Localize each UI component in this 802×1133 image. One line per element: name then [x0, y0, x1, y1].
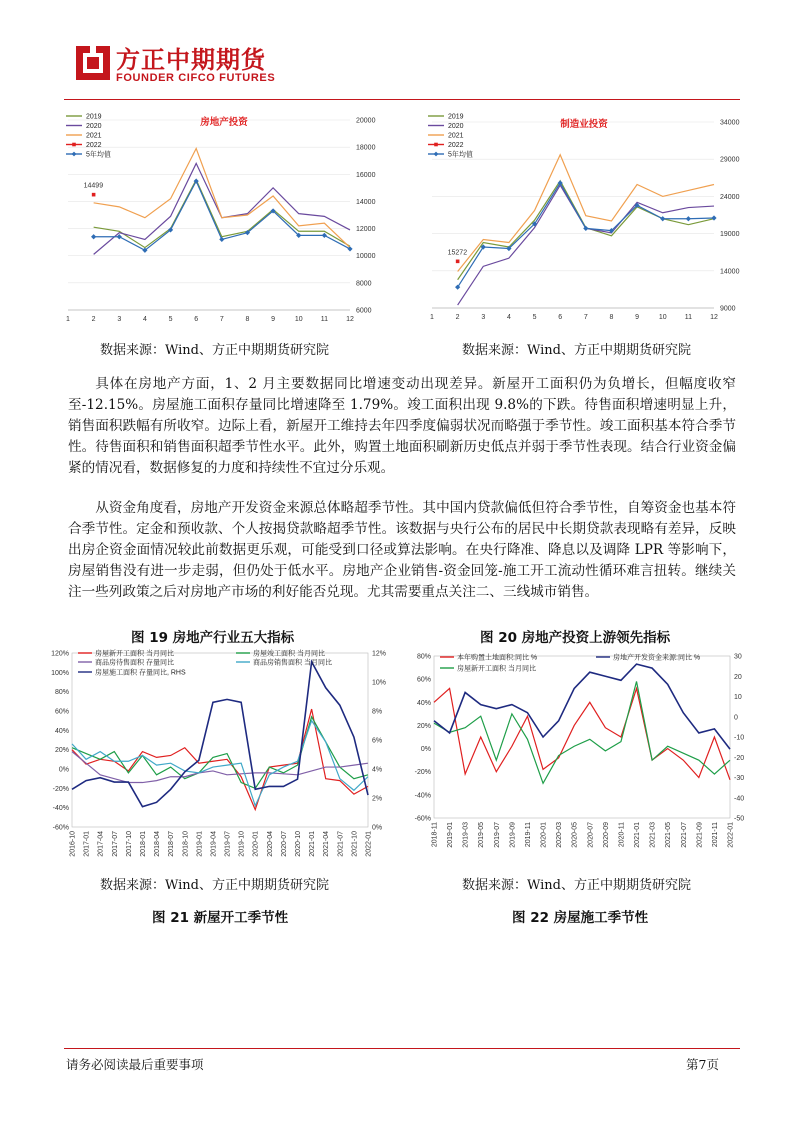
data-source-label: 数据来源：Wind、方正中期期货研究院: [462, 343, 691, 358]
y2-tick-label: -40: [734, 795, 745, 803]
body-paragraph: 具体在房地产方面，1、2 月主要数据同比增速变动出现差异。新屋开工面积仍为负增长，但幅度收窄至-12.15%。房屋施工面积存量同比增速降至 1.79%。竣工面积出现 9.8%的下跌。待售面积增速明显上升，销售面积跌幅有所收窄。边际上看，新屋开工维持去年四季度偏弱状况而略强于季节性。竣工面积基本符合季节性。待售面积和销售面积超季节性水平。此外，购置土地面积刷新历史低点并弱于季节性表现。结合行业资金偏紧的情况看，数据修复的力度和持续性不宜过分乐观。: [68, 376, 736, 476]
data-point: [456, 260, 460, 264]
y2-tick-label: 10%: [372, 679, 387, 687]
x-tick-label: 8: [609, 314, 614, 321]
legend-label: 商品房销售面积 当月同比: [253, 659, 332, 667]
data-point: [686, 216, 691, 221]
legend-label: 2019: [448, 113, 464, 121]
x-tick-label: 2021-11: [711, 822, 719, 848]
x-tick-label: 2020-03: [556, 822, 564, 848]
x-tick-label: 10: [294, 316, 303, 323]
series-line: [72, 709, 368, 810]
legend-label: 本年购置土地面积:同比 %: [457, 654, 538, 662]
x-tick-label: 2: [455, 314, 460, 321]
legend-label: 2020: [448, 123, 464, 130]
legend-marker: [434, 143, 438, 147]
x-tick-label: 2019-11: [524, 822, 532, 848]
legend-marker: [434, 152, 439, 157]
x-tick-label: 2021-03: [649, 822, 657, 848]
y-tick-label: 14000: [720, 268, 740, 276]
legend-label: 房地产开发资金来源:同比 %: [613, 654, 701, 662]
y-tick-label: 20000: [356, 117, 376, 125]
x-tick-label: 10: [658, 314, 667, 321]
x-tick-label: 2019-01: [196, 831, 204, 857]
y-tick-label: 100%: [51, 669, 69, 677]
x-tick-label: 9: [271, 316, 276, 323]
series-line: [72, 752, 368, 783]
chart-title: 制造业投资: [560, 119, 608, 130]
series-line-2021: [458, 155, 714, 272]
data-source-label: 数据来源：Wind、方正中期期货研究院: [462, 878, 691, 893]
y-tick-label: 0%: [58, 766, 69, 774]
y2-tick-label: 30: [734, 653, 742, 661]
series-line: [72, 662, 368, 807]
x-tick-label: 2021-09: [696, 822, 704, 848]
y-tick-label: -20%: [52, 785, 69, 793]
x-tick-label: 2: [91, 316, 96, 323]
data-point: [219, 237, 224, 242]
data-source-label: 数据来源：Wind、方正中期期货研究院: [100, 343, 329, 358]
data-label: 15272: [447, 249, 468, 257]
x-tick-label: 2020-05: [571, 822, 579, 848]
data-label: 14499: [83, 182, 104, 190]
legend-label: 2020: [86, 123, 102, 130]
x-tick-label: 2018-04: [154, 831, 162, 857]
y-tick-label: 24000: [720, 193, 740, 201]
header-divider: [64, 99, 740, 100]
x-tick-label: 2017-04: [97, 831, 105, 857]
y-tick-label: 60%: [416, 676, 431, 684]
y-tick-label: 10000: [356, 253, 376, 261]
figure-caption: 图 20 房地产投资上游领先指标: [480, 630, 671, 646]
chart-title: 房地产投资: [200, 117, 248, 128]
x-tick-label: 2019-10: [238, 831, 246, 857]
y-tick-label: -20%: [414, 769, 431, 777]
series-line: [434, 664, 730, 749]
page-number: 第7页: [686, 1057, 719, 1072]
series-line: [434, 681, 730, 783]
x-tick-label: 2021-10: [351, 831, 359, 857]
y2-tick-label: 8%: [372, 708, 383, 716]
y-tick-label: -60%: [414, 815, 431, 823]
plot-frame: [72, 653, 368, 827]
y-tick-label: 14000: [356, 198, 376, 206]
y-tick-label: 40%: [416, 699, 431, 707]
x-tick-label: 2021-05: [665, 822, 673, 848]
footer-notice: 请务必阅读最后重要事项: [66, 1057, 204, 1072]
legend-label: 2022: [448, 142, 464, 149]
y-tick-label: 20%: [54, 747, 69, 755]
y2-tick-label: 12%: [372, 650, 387, 658]
x-tick-label: 2016-10: [69, 831, 77, 857]
y-tick-label: 80%: [416, 653, 431, 661]
y-tick-label: 18000: [356, 144, 376, 152]
x-tick-label: 2022-01: [727, 822, 735, 848]
y2-tick-label: 10: [734, 694, 742, 701]
real-estate-leading-indicators-chart: [400, 645, 762, 870]
x-tick-label: 2020-07: [280, 831, 288, 857]
figure-caption: 图 21 新屋开工季节性: [152, 910, 289, 926]
x-tick-label: 2021-07: [337, 831, 345, 857]
y2-tick-label: -30: [734, 775, 745, 782]
series-line: [72, 717, 368, 789]
x-tick-label: 4: [506, 314, 511, 321]
y2-tick-label: 2%: [372, 795, 383, 803]
x-tick-label: 2017-01: [83, 831, 91, 857]
x-tick-label: 6: [558, 314, 563, 321]
x-tick-label: 2020-10: [295, 831, 303, 857]
y2-tick-label: -20: [734, 754, 745, 762]
data-point: [91, 234, 96, 239]
y-tick-label: 34000: [720, 119, 740, 127]
y2-tick-label: 0%: [372, 824, 383, 832]
y2-tick-label: 20: [734, 673, 742, 681]
x-tick-label: 5: [532, 314, 537, 321]
legend-label: 2021: [86, 132, 102, 140]
x-tick-label: 11: [320, 316, 329, 323]
y2-tick-label: 4%: [372, 766, 383, 774]
legend-label: 5年均值: [448, 151, 473, 159]
legend-label: 2019: [86, 113, 102, 121]
data-point: [711, 215, 716, 220]
x-tick-label: 7: [583, 314, 588, 321]
legend-label: 2021: [448, 132, 464, 140]
x-tick-label: 8: [245, 316, 250, 323]
x-tick-label: 2019-01: [447, 822, 455, 848]
series-line-5年均值: [458, 183, 714, 287]
y-tick-label: 12000: [356, 226, 376, 234]
x-tick-label: 2021-01: [634, 822, 642, 848]
data-point: [322, 233, 327, 238]
x-tick-label: 2021-04: [323, 831, 331, 857]
legend-label: 房屋施工面积 存量同比, RHS: [95, 669, 186, 677]
x-tick-label: 2022-01: [365, 831, 373, 857]
legend-label: 房屋新开工面积 当月同比: [457, 665, 536, 673]
x-tick-label: 2021-07: [680, 822, 688, 848]
data-source-label: 数据来源：Wind、方正中期期货研究院: [100, 878, 329, 893]
y-tick-label: 9000: [720, 305, 736, 313]
company-logo-icon: [76, 46, 110, 80]
x-tick-label: 2020-09: [602, 822, 610, 848]
x-tick-label: 2020-07: [587, 822, 595, 848]
x-tick-label: 12: [710, 314, 718, 321]
y-tick-label: 40%: [54, 727, 69, 735]
x-tick-label: 2018-10: [182, 831, 190, 857]
y-tick-label: 60%: [54, 708, 69, 716]
x-tick-label: 2018-07: [168, 831, 176, 857]
y-tick-label: 80%: [54, 689, 69, 697]
x-tick-label: 2018-11: [431, 822, 439, 848]
x-tick-label: 2019-07: [493, 822, 501, 848]
y-tick-label: 29000: [720, 156, 740, 164]
y-tick-label: 120%: [51, 650, 69, 658]
x-tick-label: 6: [194, 316, 199, 323]
x-tick-label: 2020-04: [266, 831, 274, 857]
y-tick-label: 8000: [356, 280, 372, 288]
x-tick-label: 2017-07: [111, 831, 119, 857]
x-tick-label: 2020-01: [252, 831, 260, 857]
y2-tick-label: 0: [734, 714, 738, 722]
x-tick-label: 2017-10: [125, 831, 133, 857]
x-tick-label: 11: [684, 314, 693, 321]
x-tick-label: 2020-01: [540, 822, 548, 848]
figure-caption: 图 22 房屋施工季节性: [512, 910, 649, 926]
x-tick-label: 7: [219, 316, 224, 323]
real-estate-investment-chart: [58, 108, 398, 330]
x-tick-label: 2019-04: [210, 831, 218, 857]
y2-tick-label: -50: [734, 815, 745, 823]
data-point: [660, 216, 665, 221]
x-tick-label: 9: [635, 314, 640, 321]
x-tick-label: 1: [430, 314, 434, 321]
x-tick-label: 2019-07: [224, 831, 232, 857]
x-tick-label: 2019-09: [509, 822, 517, 848]
y-tick-label: 20%: [416, 722, 431, 730]
y-tick-label: -60%: [52, 824, 69, 832]
x-tick-label: 2021-01: [309, 831, 317, 857]
y-tick-label: 0%: [420, 746, 431, 754]
brand-name-en: FOUNDER CIFCO FUTURES: [116, 72, 276, 84]
legend-marker: [72, 152, 77, 157]
x-tick-label: 2019-03: [462, 822, 470, 848]
x-tick-label: 5: [168, 316, 173, 323]
y2-tick-label: -10: [734, 734, 745, 742]
footer-divider: [64, 1048, 740, 1049]
legend-label: 商品房待售面积 存量同比: [95, 659, 174, 667]
x-tick-label: 4: [142, 316, 147, 323]
legend-label: 房屋新开工面积 当月同比: [95, 650, 174, 658]
legend-label: 房屋竣工面积 当月同比: [253, 650, 325, 658]
x-tick-label: 1: [66, 316, 70, 323]
manufacturing-investment-chart: [420, 108, 760, 330]
data-point: [92, 193, 96, 197]
brand-name-cn: 方正中期期货: [116, 46, 266, 74]
y-tick-label: 16000: [356, 171, 376, 179]
data-point: [583, 226, 588, 231]
series-line-2021: [94, 149, 350, 248]
x-tick-label: 3: [117, 316, 122, 323]
y-tick-label: -40%: [52, 805, 69, 813]
x-tick-label: 2020-11: [618, 822, 626, 848]
y-tick-label: 19000: [720, 231, 740, 239]
y2-tick-label: 6%: [372, 737, 383, 745]
legend-marker: [72, 143, 76, 147]
x-tick-label: 12: [346, 316, 354, 323]
body-paragraph: 从资金角度看，房地产开发资金来源总体略超季节性。其中国内贷款偏低但符合季节性，自筹资金也基本符合季节性。定金和预收款、个人按揭贷款略超季节性。该数据与央行公布的居民中长期贷款表现略有差异，反映出房企资金面情况较此前数据更乐观，可能受到口径或算法影响。在央行降准、降息以及调降 LPR 等影响下，房屋销售没有进一步走弱，但仍处于低水平。房地产企业销售-资金回笼-施工开工流动性循环难言扭转。继续关注一些列政策之后对房地产市场的利好能否兑现。尤其需要重点关注二、三线城市销售。: [68, 500, 736, 600]
x-tick-label: 2018-01: [139, 831, 147, 857]
data-point: [347, 246, 352, 251]
legend-label: 2022: [86, 142, 102, 149]
y-tick-label: 6000: [356, 307, 372, 315]
figure-caption: 图 19 房地产行业五大指标: [131, 630, 295, 646]
x-tick-label: 2019-05: [478, 822, 486, 848]
x-tick-label: 3: [481, 314, 486, 321]
legend-label: 5年均值: [86, 151, 111, 159]
real-estate-five-indicators-chart: [40, 645, 392, 870]
y-tick-label: -40%: [414, 792, 431, 800]
